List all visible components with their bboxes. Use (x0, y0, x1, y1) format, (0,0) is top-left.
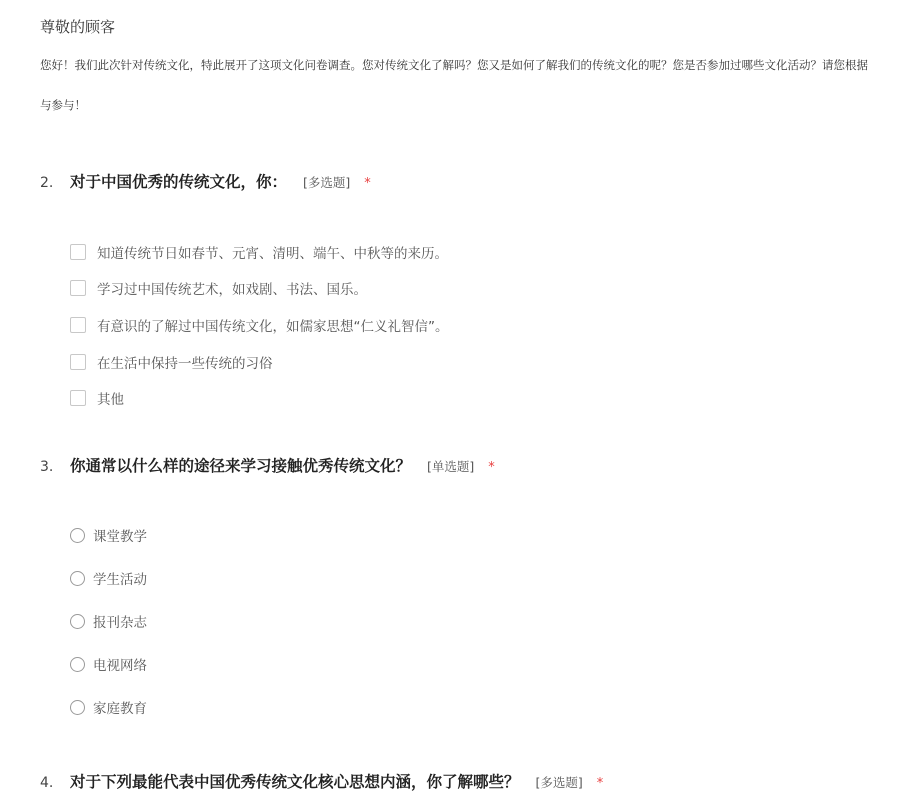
question-3-header (40, 454, 495, 476)
radio-button[interactable] (70, 700, 85, 715)
option-label: 课堂教学 (93, 529, 147, 545)
checkbox-option[interactable] (70, 352, 273, 372)
radio-button[interactable] (70, 528, 85, 543)
radio-option[interactable] (70, 611, 147, 631)
checkbox-option[interactable] (70, 388, 124, 408)
checkbox[interactable] (70, 390, 86, 406)
option-label: 知道传统节日如春节、元宵、清明、端午、中秋等的来历。 (97, 246, 448, 262)
intro-line-1: 您好！我们此次针对传统文化，特此展开了这项文化问卷调查。您对传统文化了解吗？您又是如何了解我们的传统文化的呢？您是否参加过哪些文化活动？请您根据 (40, 58, 868, 72)
checkbox-option[interactable] (70, 242, 448, 262)
question-type-label: [单选题] (427, 459, 475, 474)
greeting-heading: 尊敬的顾客 (40, 18, 116, 36)
intro-paragraph (40, 55, 900, 135)
question-title: 对于中国优秀的传统文化，你： (70, 173, 288, 191)
checkbox[interactable] (70, 280, 86, 296)
option-label: 其他 (97, 392, 124, 408)
option-label: 学生活动 (93, 572, 147, 588)
question-type-label: [多选题] (303, 175, 351, 190)
radio-option[interactable] (70, 697, 147, 717)
radio-button[interactable] (70, 571, 85, 586)
radio-option[interactable] (70, 654, 147, 674)
question-number: 3. (40, 459, 54, 475)
option-label: 学习过中国传统艺术，如戏剧、书法、国乐。 (97, 282, 367, 298)
question-number: 4. (40, 775, 54, 791)
checkbox-option[interactable] (70, 278, 367, 298)
radio-button[interactable] (70, 614, 85, 629)
required-marker: * (488, 460, 495, 475)
radio-button[interactable] (70, 657, 85, 672)
required-marker: * (364, 176, 371, 191)
question-title: 你通常以什么样的途径来学习接触优秀传统文化？ (70, 457, 412, 475)
checkbox[interactable] (70, 244, 86, 260)
question-type-label: [多选题] (535, 775, 583, 790)
radio-option[interactable] (70, 568, 147, 588)
option-label: 家庭教育 (93, 701, 147, 717)
option-label: 有意识的了解过中国传统文化，如儒家思想“仁义礼智信”。 (97, 319, 449, 335)
question-number: 2. (40, 175, 54, 191)
question-4-header (40, 770, 603, 792)
radio-option[interactable] (70, 525, 147, 545)
question-title: 对于下列最能代表中国优秀传统文化核心思想内涵，你了解哪些？ (70, 773, 520, 791)
intro-line-2: 与参与！ (40, 98, 86, 112)
checkbox[interactable] (70, 354, 86, 370)
question-2-header (40, 170, 371, 192)
option-label: 电视网络 (93, 658, 147, 674)
checkbox-option[interactable] (70, 315, 449, 335)
required-marker: * (596, 776, 604, 791)
option-label: 在生活中保持一些传统的习俗 (97, 356, 273, 372)
checkbox[interactable] (70, 317, 86, 333)
option-label: 报刊杂志 (93, 615, 147, 631)
